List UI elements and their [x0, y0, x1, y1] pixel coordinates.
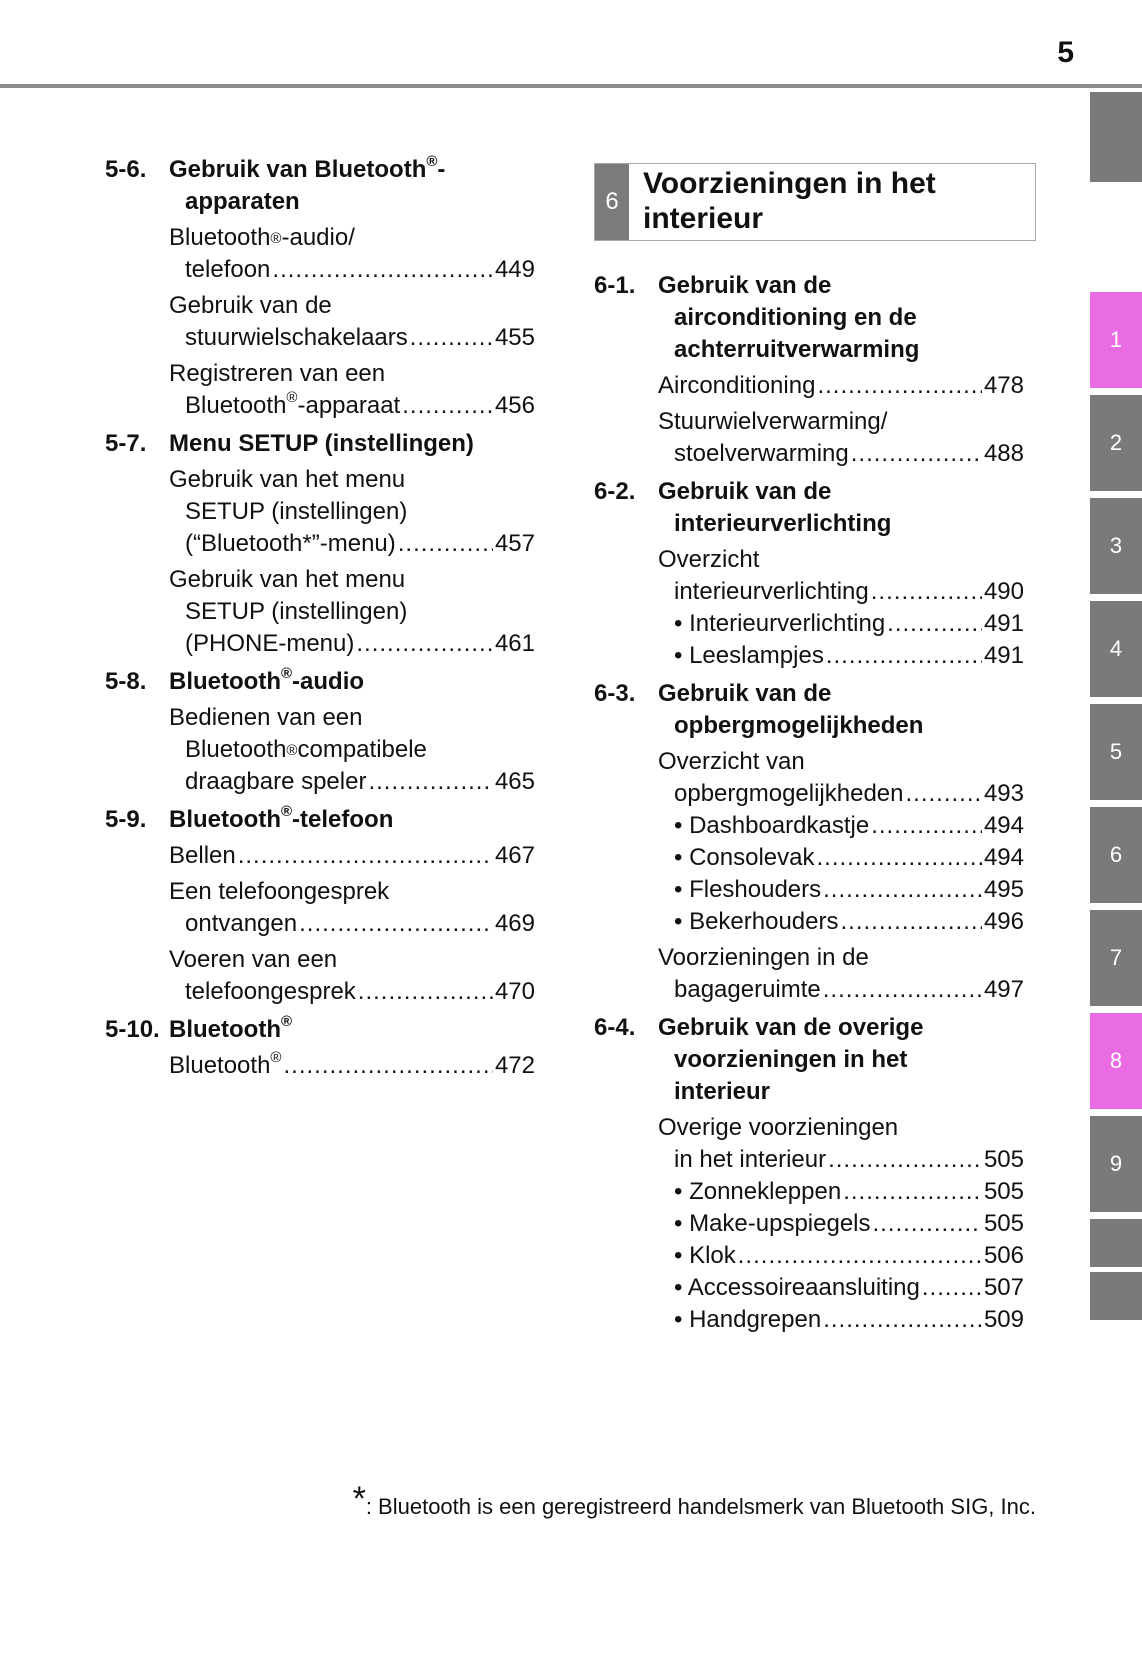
leader-dots	[410, 322, 493, 354]
toc-section	[594, 270, 1024, 470]
leader-dots	[841, 906, 982, 938]
section-number: 5-8.	[105, 668, 147, 695]
toc-link[interactable]	[169, 628, 535, 660]
section-title-line: interieurverlichting	[674, 510, 892, 537]
toc-entry	[169, 358, 535, 422]
page-ref: 494	[983, 812, 1024, 839]
entry-line	[169, 290, 535, 322]
entry-line	[169, 596, 535, 628]
text-part: Registreren van een	[169, 360, 386, 387]
section-title-line: Gebruik van de overige	[658, 1014, 924, 1041]
page-ref: 505	[983, 1146, 1024, 1173]
leader-dots	[873, 1208, 982, 1240]
section-title-line	[169, 154, 535, 186]
page-ref: 507	[983, 1274, 1024, 1301]
text-part: Overige voorzieningen	[658, 1114, 899, 1141]
toc-bullet-link[interactable]	[658, 1176, 1024, 1208]
entry-text: stuurwielschakelaars	[185, 324, 408, 351]
toc-bullet-link[interactable]	[658, 640, 1024, 672]
entry-line	[169, 876, 535, 908]
entry-text: • Interieurverlichting	[674, 610, 886, 637]
leader-dots	[871, 576, 982, 608]
page-ref: 490	[983, 578, 1024, 605]
text-part: -telefoon	[292, 806, 394, 833]
section-heading[interactable]	[105, 804, 535, 836]
chapter-tab[interactable]: 6	[1090, 807, 1142, 903]
leader-dots	[402, 390, 493, 422]
chapter-tab[interactable]: 3	[1090, 498, 1142, 594]
chapter-tab[interactable]: 4	[1090, 601, 1142, 697]
registered-mark: ®	[280, 665, 293, 682]
toc-entry	[169, 840, 535, 872]
toc-bullet-link[interactable]	[658, 1272, 1024, 1304]
toc-bullet-link[interactable]	[658, 874, 1024, 906]
text-part: Bedienen van een	[169, 704, 363, 731]
entry-text: opbergmogelijkheden	[674, 780, 904, 807]
page-ref: 495	[983, 876, 1024, 903]
toc-link[interactable]	[169, 840, 535, 872]
page-ref: 470	[494, 978, 535, 1005]
registered-mark: ®	[270, 1049, 282, 1066]
section-title-line: Gebruik van de	[658, 272, 832, 299]
entry-text: • Fleshouders	[674, 876, 822, 903]
section-title-line	[169, 804, 535, 836]
entry-line	[658, 746, 1024, 778]
text-part: Overzicht van	[658, 748, 805, 775]
text-part: Bluetooth	[169, 224, 271, 251]
toc-entry	[658, 1112, 1024, 1336]
text-part: -apparaat	[297, 392, 401, 419]
section-number: 5-10.	[105, 1016, 160, 1043]
footnote-star: *	[352, 1480, 366, 1518]
leader-dots	[299, 908, 493, 940]
toc-entry	[658, 406, 1024, 470]
entry-line	[169, 702, 535, 734]
chapter-title-line: interieur	[643, 202, 764, 235]
toc-entry	[169, 464, 535, 560]
section-heading[interactable]	[594, 678, 1024, 742]
entry-text: • Klok	[674, 1242, 736, 1269]
text-part: -audio	[292, 668, 365, 695]
text-part: Overzicht	[658, 546, 760, 573]
entry-text: telefoon	[185, 256, 271, 283]
page-ref: 465	[494, 768, 535, 795]
toc-link[interactable]	[658, 778, 1024, 810]
page-ref: 467	[494, 842, 535, 869]
toc-bullet-link[interactable]	[658, 1304, 1024, 1336]
text-part: Voeren van een	[169, 946, 338, 973]
entry-text: Bellen	[169, 842, 236, 869]
toc-entry	[169, 944, 535, 1008]
toc-link[interactable]	[169, 766, 535, 798]
toc-entry	[658, 544, 1024, 672]
leader-dots	[398, 528, 493, 560]
section-number: 6-3.	[594, 680, 636, 707]
chapter-tab[interactable]: 7	[1090, 910, 1142, 1006]
chapter-title-line: Voorzieningen in het	[643, 167, 936, 200]
section-title-line: Gebruik van de	[658, 680, 832, 707]
text-part: Bluetooth	[169, 1016, 281, 1043]
entry-text: draagbare speler	[185, 768, 367, 795]
section-heading[interactable]	[105, 428, 535, 460]
entry-line	[169, 564, 535, 596]
entry-text: • Leeslampjes	[674, 642, 824, 669]
section-number: 6-4.	[594, 1014, 636, 1041]
toc-link[interactable]	[169, 390, 535, 422]
section-heading[interactable]	[105, 666, 535, 698]
registered-mark: ®	[280, 803, 293, 820]
leader-dots	[887, 608, 982, 640]
section-title	[658, 678, 1024, 742]
chapter-number: 6	[595, 164, 629, 240]
entry-text: ontvangen	[185, 910, 298, 937]
toc-entry	[169, 702, 535, 798]
page-ref: 478	[983, 372, 1024, 399]
text-part: Bluetooth	[169, 668, 281, 695]
toc-entry	[169, 564, 535, 660]
page-ref: 506	[983, 1242, 1024, 1269]
section-title	[169, 804, 535, 836]
toc-link[interactable]	[658, 1144, 1024, 1176]
entry-line	[658, 406, 1024, 438]
chapter-tab[interactable]: 1	[1090, 292, 1142, 388]
page-ref: 461	[494, 630, 535, 657]
chapter-tab[interactable]: 9	[1090, 1116, 1142, 1212]
leader-dots	[871, 810, 982, 842]
toc-bullet-link[interactable]	[658, 1208, 1024, 1240]
entry-line	[169, 944, 535, 976]
page-ref: 449	[494, 256, 535, 283]
entry-text	[185, 390, 400, 422]
entry-text: Airconditioning	[658, 372, 816, 399]
page-ref: 455	[494, 324, 535, 351]
section-number: 5-6.	[105, 156, 147, 183]
chapter-header-box	[594, 163, 1036, 241]
toc-section	[105, 1014, 535, 1082]
toc-section	[105, 804, 535, 1008]
entry-text: telefoongesprek	[185, 978, 356, 1005]
toc-column-right	[594, 270, 1024, 1342]
registered-mark: ®	[286, 389, 298, 406]
page-ref: 488	[983, 440, 1024, 467]
entry-text: • Make-upspiegels	[674, 1210, 871, 1237]
footnote-text: : Bluetooth is een geregistreerd handelsmerk van Bluetooth SIG, Inc.	[365, 1494, 1036, 1519]
toc-bullet-link[interactable]	[658, 842, 1024, 874]
registered-mark: ®	[426, 153, 438, 170]
toc-bullet-link[interactable]	[658, 810, 1024, 842]
section-title	[169, 428, 535, 460]
leader-dots	[823, 1304, 982, 1336]
chapter-tab[interactable]	[1090, 1219, 1142, 1267]
page-ref: 457	[494, 530, 535, 557]
top-rule	[0, 84, 1142, 88]
toc-section	[594, 1012, 1024, 1336]
toc-column-left	[105, 154, 535, 1088]
section-title-line: voorzieningen in het	[674, 1046, 908, 1073]
text-part: Gebruik van Bluetooth	[169, 156, 427, 183]
leader-dots	[283, 1050, 492, 1082]
entry-text: stoelverwarming	[674, 440, 849, 467]
page-ref: 469	[494, 910, 535, 937]
toc-entry	[658, 942, 1024, 1006]
page-ref: 491	[983, 610, 1024, 637]
toc-section	[594, 678, 1024, 1006]
text-part: Gebruik van het menu	[169, 566, 406, 593]
page-ref: 497	[983, 976, 1024, 1003]
chapter-tab[interactable]: 5	[1090, 704, 1142, 800]
leader-dots	[906, 778, 982, 810]
text-part: Bluetooth	[169, 1052, 271, 1079]
entry-text: • Dashboardkastje	[674, 812, 870, 839]
leader-dots	[922, 1272, 982, 1304]
text-part: Gebruik van het menu	[169, 466, 406, 493]
leader-dots	[368, 766, 493, 798]
toc-entry	[169, 222, 535, 286]
section-title	[169, 1014, 535, 1046]
section-heading[interactable]	[594, 1012, 1024, 1108]
toc-section	[105, 666, 535, 798]
section-heading[interactable]	[105, 154, 535, 218]
chapter-tab[interactable]: 2	[1090, 395, 1142, 491]
page-ref: 491	[983, 642, 1024, 669]
section-title-line: opbergmogelijkheden	[674, 712, 924, 739]
section-title-line: Menu SETUP (instellingen)	[169, 430, 474, 457]
page-ref: 494	[983, 844, 1024, 871]
toc-link[interactable]	[658, 576, 1024, 608]
toc-link[interactable]	[169, 908, 535, 940]
entry-line: Bluetooth ® -audio/	[169, 222, 535, 254]
toc-link[interactable]	[658, 974, 1024, 1006]
footnote	[352, 1480, 1036, 1523]
text-part: Bluetooth	[185, 736, 287, 763]
leader-dots	[843, 1176, 982, 1208]
leader-dots	[816, 842, 981, 874]
toc-section	[594, 476, 1024, 672]
entry-line	[169, 358, 535, 390]
entry-text: • Zonnekleppen	[674, 1178, 842, 1205]
toc-bullet-link[interactable]	[658, 608, 1024, 640]
text-part: Bluetooth	[185, 392, 287, 419]
page-ref: 493	[983, 780, 1024, 807]
toc-entry	[169, 290, 535, 354]
text-part: SETUP (instellingen)	[185, 598, 408, 625]
leader-dots	[817, 370, 982, 402]
text-part: Voorzieningen in de	[658, 944, 869, 971]
section-heading[interactable]	[105, 1014, 535, 1046]
section-number: 6-1.	[594, 272, 636, 299]
entry-line	[169, 496, 535, 528]
entry-line	[169, 464, 535, 496]
section-title-line	[169, 666, 535, 698]
toc-link[interactable]	[169, 1050, 535, 1082]
text-part: -	[437, 156, 446, 183]
toc-entry	[169, 1050, 535, 1082]
section-title-line: interieur	[674, 1078, 771, 1105]
section-title-line: Gebruik van de	[658, 478, 832, 505]
entry-text: (PHONE-menu)	[185, 630, 355, 657]
leader-dots	[828, 1144, 982, 1176]
leader-dots	[851, 438, 982, 470]
toc-link[interactable]	[169, 254, 535, 286]
toc-section	[105, 154, 535, 422]
section-title	[658, 476, 1024, 540]
leader-dots	[823, 974, 982, 1006]
leader-dots	[823, 874, 982, 906]
text-part: SETUP (instellingen)	[185, 498, 408, 525]
entry-line: Bluetooth ® compatibele	[169, 734, 535, 766]
toc-link[interactable]	[169, 322, 535, 354]
chapter-tab[interactable]	[1090, 1272, 1142, 1320]
toc-link[interactable]	[658, 370, 1024, 402]
entry-text: • Consolevak	[674, 844, 815, 871]
entry-text: interieurverlichting	[674, 578, 869, 605]
section-number: 5-9.	[105, 806, 147, 833]
text-part: Bluetooth	[169, 806, 281, 833]
entry-text: in het interieur	[674, 1146, 827, 1173]
section-title	[169, 154, 535, 218]
registered-mark: ®	[280, 1013, 293, 1030]
toc-section	[105, 428, 535, 660]
section-title-line: airconditioning en de	[674, 304, 917, 331]
section-title-line: achterruitverwarming	[674, 336, 920, 363]
toc-entry	[169, 876, 535, 940]
entry-text: • Accessoireaansluiting	[674, 1274, 920, 1301]
entry-text: • Bekerhouders	[674, 908, 839, 935]
section-title-line	[169, 1014, 535, 1046]
section-title	[169, 666, 535, 698]
toc-bullet-link[interactable]	[658, 1240, 1024, 1272]
page-ref: 505	[983, 1178, 1024, 1205]
leader-dots	[358, 976, 493, 1008]
page-ref: 456	[494, 392, 535, 419]
page-ref: 496	[983, 908, 1024, 935]
text-part: -audio/	[281, 224, 355, 251]
section-heading[interactable]	[594, 270, 1024, 366]
leader-dots	[272, 254, 493, 286]
entry-line	[658, 544, 1024, 576]
section-number: 5-7.	[105, 430, 147, 457]
page-ref: 505	[983, 1210, 1024, 1237]
leader-dots	[356, 628, 493, 660]
text-part: Een telefoongesprek	[169, 878, 390, 905]
toc-entry	[658, 370, 1024, 402]
text-part: Stuurwielverwarming/	[658, 408, 888, 435]
entry-text: • Handgrepen	[674, 1306, 822, 1333]
page-number: 5	[1057, 36, 1074, 69]
entry-text: (“Bluetooth*”-menu)	[185, 530, 396, 557]
entry-text	[169, 1050, 281, 1082]
toc-link[interactable]	[169, 528, 535, 560]
chapter-tab[interactable]	[1090, 92, 1142, 182]
section-title	[658, 1012, 1024, 1108]
entry-line	[658, 942, 1024, 974]
toc-link[interactable]	[169, 976, 535, 1008]
toc-bullet-link[interactable]	[658, 906, 1024, 938]
chapter-title	[643, 166, 936, 236]
section-title-line: apparaten	[185, 188, 300, 215]
chapter-tab[interactable]: 8	[1090, 1013, 1142, 1109]
leader-dots	[238, 840, 493, 872]
page-ref: 509	[983, 1306, 1024, 1333]
page-ref: 472	[494, 1052, 535, 1079]
leader-dots	[738, 1240, 982, 1272]
section-title	[658, 270, 1024, 366]
text-part: compatibele	[297, 736, 427, 763]
text-part: Gebruik van de	[169, 292, 332, 319]
entry-line	[658, 1112, 1024, 1144]
toc-entry	[658, 746, 1024, 938]
entry-text: bagageruimte	[674, 976, 821, 1003]
toc-link[interactable]	[658, 438, 1024, 470]
section-heading[interactable]	[594, 476, 1024, 540]
section-number: 6-2.	[594, 478, 636, 505]
leader-dots	[826, 640, 982, 672]
